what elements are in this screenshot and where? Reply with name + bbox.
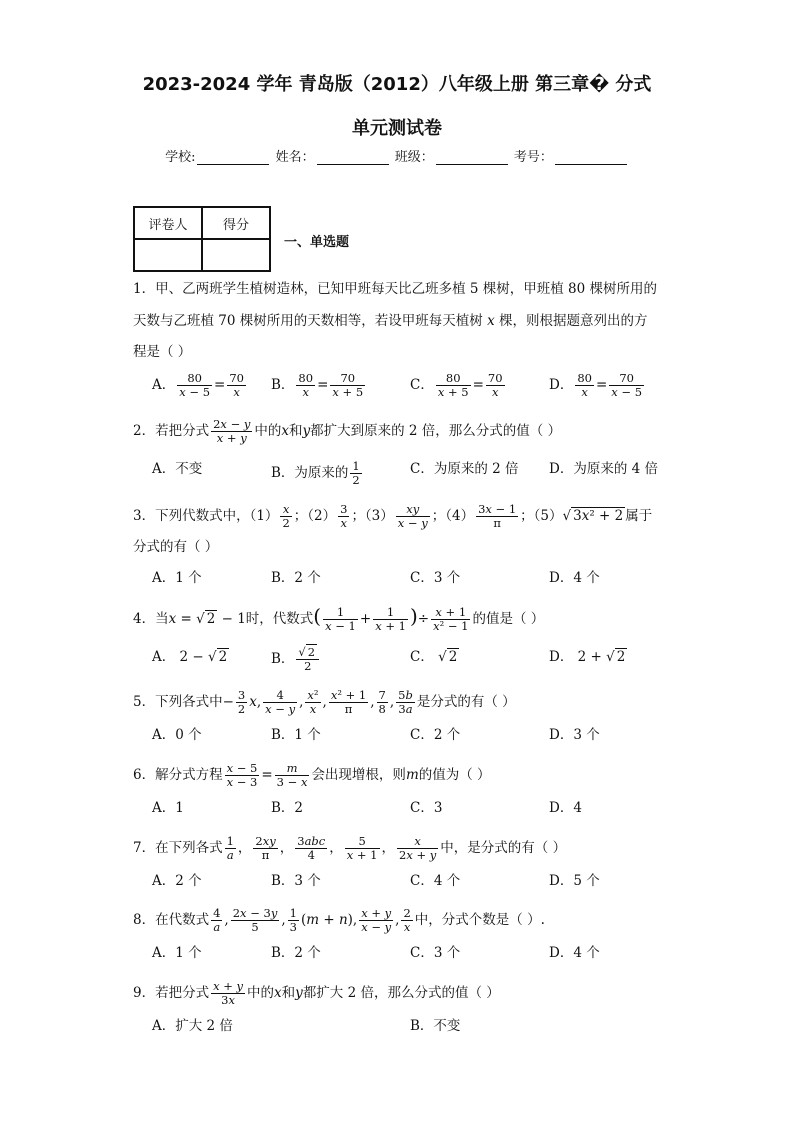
page-title: 2023-2024 学年 青岛版（2012）八年级上册 第三章� 分式	[142, 74, 652, 95]
question-1-line2: 天数与乙班植 70 棵树所用的天数相等，若设甲班每天植树 x 棵，则根据题意列出的方	[133, 313, 648, 329]
q6-option-b[interactable]: B．2	[271, 800, 304, 816]
q5-option-d[interactable]: D．3 个	[549, 727, 600, 743]
q3-option-c[interactable]: C．3 个	[410, 570, 461, 586]
q4-option-a[interactable]: A． 2 − √ 2	[152, 649, 228, 665]
question-6: 6．解分式方程 $\frac{x - 5}{x - 3}$ = $\frac{m}{3 - x}$ 会出现增根，则m的值为（ ）	[133, 761, 491, 789]
q3-option-d[interactable]: D．4 个	[549, 570, 600, 586]
class-field[interactable]	[436, 152, 508, 165]
q7-option-a[interactable]: A．2 个	[152, 873, 202, 889]
question-4: 4．当x = √ 2 − 1时，代数式( $\frac{1}{x - 1}$ + $\frac{1}{x + 1}$ )÷ $\frac{x + 1}{\text{x² − 1}}$ 的值是（ ）	[133, 604, 545, 633]
question-1-line3: 程是（ ）	[133, 344, 192, 360]
q7-option-b[interactable]: B．3 个	[271, 873, 321, 889]
question-7: 7．在下列各式 $\frac{1}{a}$ ， $\frac{2xy}{\pi}$ ， $\frac{\text{3abc}}{4}$ ， $\frac{5}{x + 1}$ ， $\frac{x}{2x + y}$ 中，是分式的有（ ）	[133, 834, 567, 862]
q6-option-a[interactable]: A．1	[152, 800, 184, 816]
q4-option-d[interactable]: D． 2 + √ 2	[549, 649, 626, 665]
q2-option-c[interactable]: C．为原来的 2 倍	[410, 461, 519, 477]
examno-field[interactable]	[555, 152, 627, 165]
grader-cell[interactable]	[134, 239, 202, 271]
section-heading: 一、单选题	[284, 235, 350, 250]
question-3: 3．下列代数式中，（1） $\frac{x}{2}$ ；（2） $\frac{3}{x}$ ；（3） $\frac{xy}{x - y}$ ；（4） $\frac{3x - 1}{\pi}$ ；（5）√ 3x² + 2 属于	[133, 502, 653, 530]
q5-option-b[interactable]: B．1 个	[271, 727, 321, 743]
q3-option-a[interactable]: A．1 个	[152, 570, 202, 586]
q9-option-b[interactable]: B．不变	[410, 1018, 461, 1034]
q1-option-b[interactable]: B． $\frac{80}{x}$ = $\frac{70}{x + 5}$	[271, 371, 364, 399]
student-info-line	[0, 146, 794, 165]
class-label: 班级：	[394, 150, 434, 165]
question-9: 9．若把分式 $\frac{x + y}{3x}$ 中的x和y都扩大 2 倍，那么分式的值（ ）	[133, 979, 500, 1007]
q2-option-d[interactable]: D．为原来的 4 倍	[549, 461, 658, 477]
q1-option-a[interactable]: A． $\frac{80}{x - 5}$ = $\frac{70}{x}$	[152, 371, 244, 399]
school-field[interactable]	[197, 152, 269, 165]
question-2: 2．若把分式 $\frac{2x - y}{x + y}$ 中的x和y都扩大到原来的 2 倍，那么分式的值（ ）	[133, 417, 562, 445]
q8-option-c[interactable]: C．3 个	[410, 945, 461, 961]
score-header: 得分	[202, 207, 270, 239]
name-field[interactable]	[317, 152, 389, 165]
q8-option-a[interactable]: A．1 个	[152, 945, 202, 961]
examno-label: 考号：	[513, 150, 553, 165]
q7-option-c[interactable]: C．4 个	[410, 873, 461, 889]
question-8: 8．在代数式 $\frac{4}{a}$ , $\frac{2x - 3y}{5}$ , $\frac{1}{3}$ (m + n), $\frac{x + y}{x - y}$ , $\frac{2}{x}$ 中，分式个数是（ ）.	[133, 906, 545, 934]
q3-option-b[interactable]: B．2 个	[271, 570, 321, 586]
q1-option-c[interactable]: C． $\frac{80}{x + 5}$ = $\frac{70}{x}$	[410, 371, 503, 399]
q5-option-a[interactable]: A．0 个	[152, 727, 202, 743]
score-cell[interactable]	[202, 239, 270, 271]
q1-option-d[interactable]: D． $\frac{80}{x}$ = $\frac{70}{x - 5}$	[549, 371, 643, 399]
q8-option-b[interactable]: B．2 个	[271, 945, 321, 961]
question-1-line1: 1．甲、乙两班学生植树造林，已知甲班每天比乙班多植 5 棵树，甲班植 80 棵树所用的	[133, 281, 658, 297]
name-label: 姓名：	[275, 150, 315, 165]
q4-option-c[interactable]: C． √ 2	[410, 649, 458, 665]
page-subtitle: 单元测试卷	[352, 118, 442, 139]
q5-option-c[interactable]: C．2 个	[410, 727, 461, 743]
q9-option-a[interactable]: A．扩大 2 倍	[152, 1018, 233, 1034]
grader-header: 评卷人	[134, 207, 202, 239]
q2-option-a[interactable]: A．不变	[152, 461, 203, 477]
q7-option-d[interactable]: D．5 个	[549, 873, 600, 889]
question-5: 5．下列各式中− $\frac{3}{2}$ x, $\frac{4}{x - y}$ , $\frac{\text{x²}}{x}$ , $\frac{\text{x² + 1}}{\pi}$ , $\frac{7}{8}$ , $\frac{5b}{3a}$ 是分式的有（ ）	[133, 688, 516, 716]
school-label: 学校:	[165, 150, 196, 165]
question-3-line2: 分式的有（ ）	[133, 539, 219, 555]
q4-option-b[interactable]: B． $\frac{√ 2}{2}$	[271, 646, 321, 673]
q8-option-d[interactable]: D．4 个	[549, 945, 600, 961]
q2-option-b[interactable]: B．为原来的 $\frac{1}{2}$	[271, 459, 360, 487]
score-table	[133, 206, 271, 272]
q6-option-d[interactable]: D．4	[549, 800, 582, 816]
q6-option-c[interactable]: C．3	[410, 800, 443, 816]
